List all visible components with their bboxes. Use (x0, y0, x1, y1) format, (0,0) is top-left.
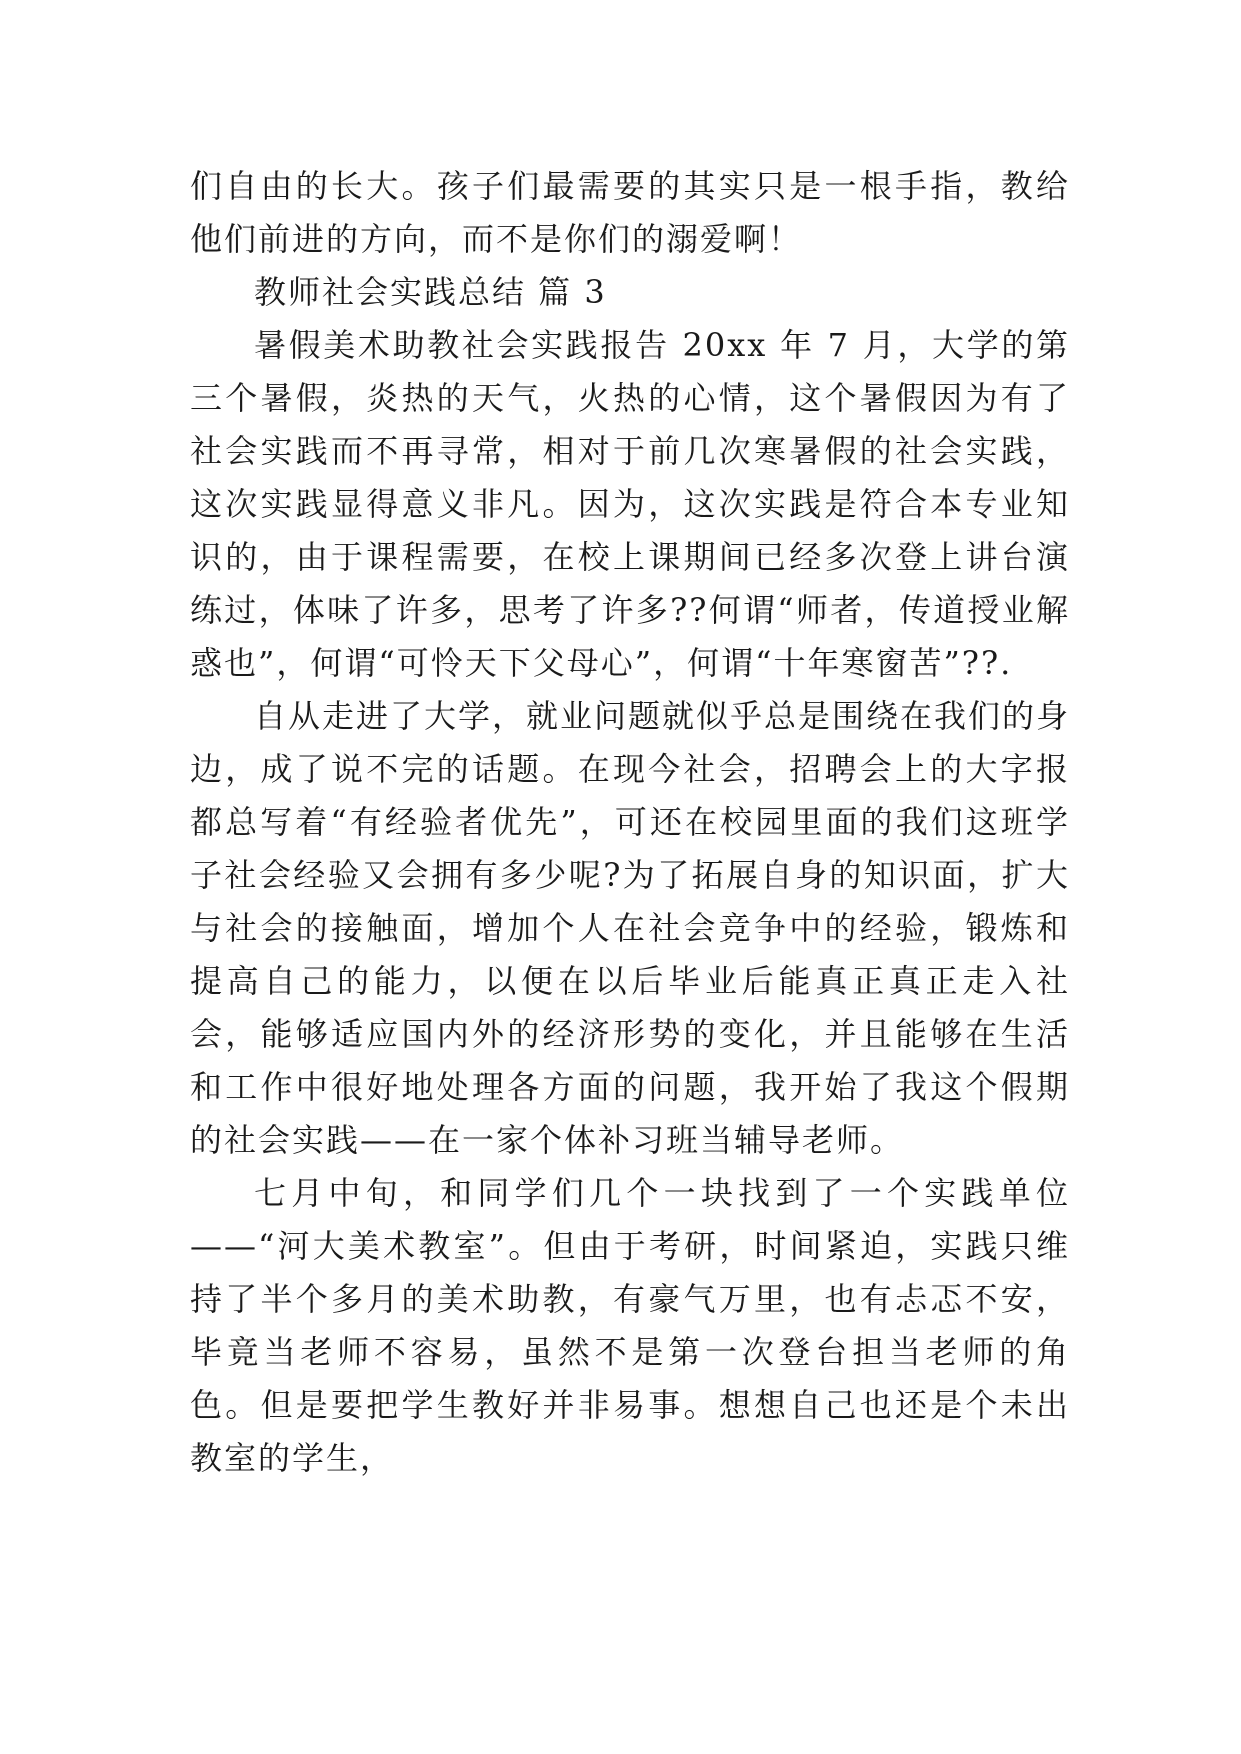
body-paragraph-1: 暑假美术助教社会实践报告 20xx 年 7 月，大学的第三个暑假，炎热的天气，火热的心情，这个暑假因为有了社会实践而不再寻常，相对于前几次寒暑假的社会实践，这次实践显得意义非凡。因为，这次实践是符合本专业知识的，由于课程需要，在校上课期间已经多次登上讲台演练过，体味了许多，思考了许多??何谓“师者，传道授业解惑也”，何谓“可怜天下父母心”，何谓“十年寒窗苦”??. (190, 326, 1070, 682)
continuation-paragraph: 们自由的长大。孩子们最需要的其实只是一根手指，教给他们前进的方向，而不是你们的溺爱啊！ (190, 167, 1070, 258)
body-paragraph-2: 自从走进了大学，就业问题就似乎总是围绕在我们的身边，成了说不完的话题。在现今社会，招聘会上的大字报都总写着“有经验者优先”，可还在校园里面的我们这班学子社会经验又会拥有多少呢?为了拓展自身的知识面，扩大与社会的接触面，增加个人在社会竞争中的经验，锻炼和提高自己的能力，以便在以后毕业后能真正真正走入社会，能够适应国内外的经济形势的变化，并且能够在生活和工作中很好地处理各方面的问题，我开始了我这个假期的社会实践——在一家个体补习班当辅导老师。 (190, 697, 1071, 1159)
section-heading: 教师社会实践总结 篇 3 (254, 273, 607, 311)
document-body (190, 160, 1070, 1485)
body-paragraph-3: 七月中旬，和同学们几个一块找到了一个实践单位——“河大美术教室”。但由于考研，时间紧迫，实践只维持了半个多月的美术助教，有豪气万里，也有忐忑不安，毕竟当老师不容易，虽然不是第一次登台担当老师的角色。但是要把学生教好并非易事。想想自己也还是个未出教室的学生， (190, 1174, 1070, 1477)
